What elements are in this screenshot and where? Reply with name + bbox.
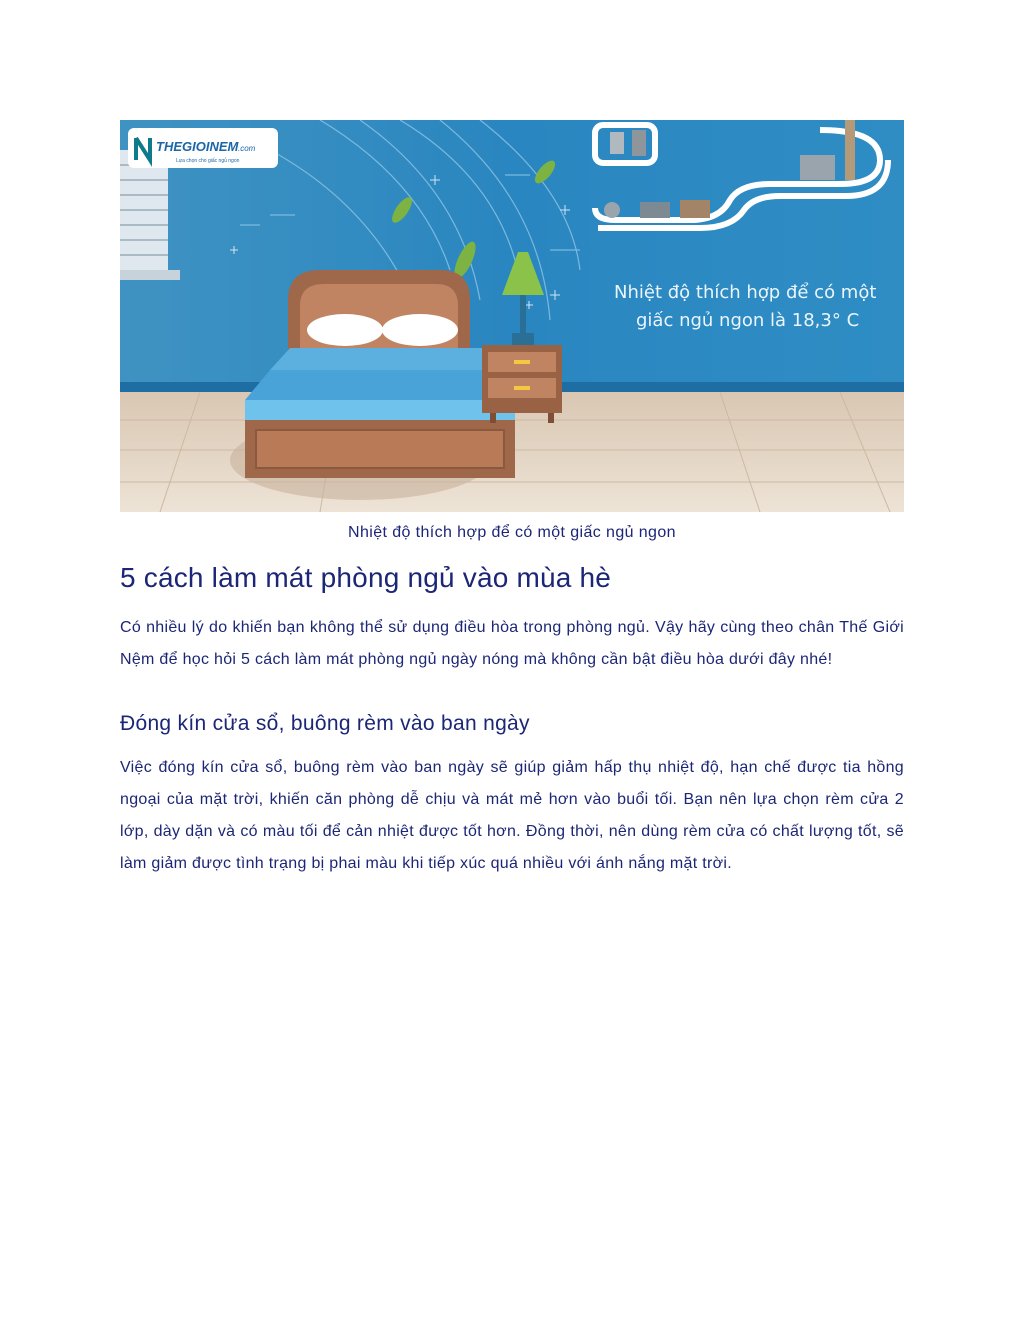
svg-text:Lựa chọn cho giấc ngủ ngon: Lựa chọn cho giấc ngủ ngon [176, 158, 240, 164]
brand-logo [128, 128, 278, 168]
hero-illustration [120, 120, 904, 512]
intro-paragraph: Có nhiều lý do khiến bạn không thể sử dụng điều hòa trong phòng ngủ. Vậy hãy cùng theo chân Thế Giới Nệm để học hỏi 5 cách làm mát phòng ngủ ngày nóng mà không cần bật điều hòa dưới đây nhé! [120, 619, 904, 668]
section-body-paragraph: Việc đóng kín cửa sổ, buông rèm vào ban ngày sẽ giúp giảm hấp thụ nhiệt độ, hạn chế được tia hồng ngoại của mặt trời, khiến căn phòng dễ chịu và mát mẻ hơn vào buổi tối. Bạn nên lựa chọn rèm cửa 2 lớp, dày dặn và có màu tối để cản nhiệt được tốt hơn. Đồng thời, nên dùng rèm cửa có chất lượng tốt, sẽ làm giảm được tình trạng bị phai màu khi tiếp xúc quá nhiều với ánh nắng mặt trời. [120, 759, 904, 872]
section-subheading: Đóng kín cửa sổ, buông rèm vào ban ngày [120, 712, 530, 735]
overlay-text-line1: Nhiệt độ thích hợp để có một [614, 282, 877, 303]
svg-text:THEGIOINEM: THEGIOINEM [156, 139, 239, 154]
overlay-text-line2: giấc ngủ ngon là 18,3° C [636, 310, 860, 331]
svg-text:.com: .com [238, 144, 256, 153]
article-heading: 5 cách làm mát phòng ngủ vào mùa hè [120, 562, 612, 593]
bedroom-illustration [120, 120, 904, 512]
image-caption: Nhiệt độ thích hợp để có một giấc ngủ ngon [348, 524, 676, 541]
nightstand [482, 345, 562, 423]
